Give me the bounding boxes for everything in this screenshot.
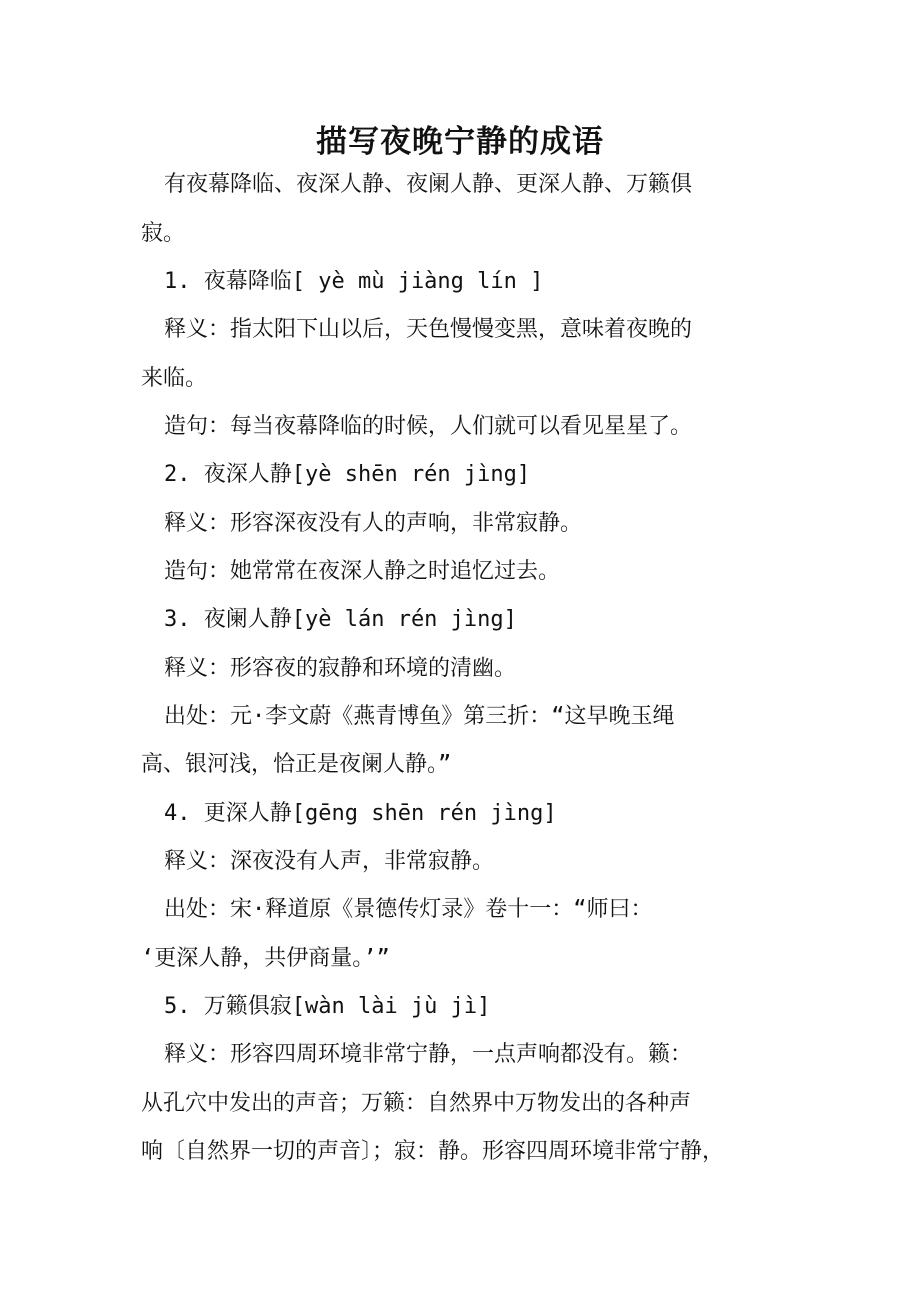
- source-line: 出处：元·李文蔚《燕青博鱼》第三折：“这早晚玉绳: [164, 704, 675, 729]
- idiom-heading-3: 3. 夜阑人静[yè lán rén jìng]: [164, 607, 517, 632]
- paragraph-line: 寂。: [141, 221, 186, 246]
- paragraph-line: 有夜幕降临、夜深人静、夜阑人静、更深人静、万籁俱: [164, 172, 693, 197]
- idiom-heading-4: 4. 更深人静[gēng shēn rén jìng]: [164, 801, 557, 826]
- example-sentence: 造句：她常常在夜深人静之时追忆过去。: [164, 559, 561, 584]
- definition-line: 释义：形容夜的寂静和环境的清幽。: [164, 656, 517, 681]
- definition-line: 释义：指太阳下山以后，天色慢慢变黑，意味着夜晚的: [164, 317, 693, 342]
- definition-line: 释义：深夜没有人声，非常寂静。: [164, 849, 495, 874]
- idiom-heading-1: 1. 夜幕降临[ yè mù jiàng lín ]: [164, 269, 544, 294]
- definition-line: 响〔自然界一切的声音〕；寂：静。形容四周环境非常宁静，: [141, 1139, 725, 1164]
- source-line: 高、银河浅，恰正是夜阑人静。”: [141, 752, 452, 777]
- definition-line: 释义：形容深夜没有人的声响，非常寂静。: [164, 511, 583, 536]
- example-sentence: 造句：每当夜幕降临的时候，人们就可以看见星星了。: [164, 414, 693, 439]
- definition-line: 来临。: [141, 366, 208, 391]
- idiom-heading-5: 5. 万籁俱寂[wàn lài jù jì]: [164, 994, 491, 1019]
- definition-line: 释义：形容四周环境非常宁静，一点声响都没有。籁：: [164, 1042, 693, 1067]
- source-line: ‘更深人静，共伊商量。’”: [141, 946, 390, 971]
- definition-line: 从孔穴中发出的声音；万籁：自然界中万物发出的各种声: [141, 1091, 692, 1116]
- page-title: 描写夜晚宁静的成语: [316, 124, 604, 160]
- source-line: 出处：宋·释道原《景德传灯录》卷十一：“师曰：: [164, 897, 653, 922]
- idiom-heading-2: 2. 夜深人静[yè shēn rén jìng]: [164, 462, 531, 487]
